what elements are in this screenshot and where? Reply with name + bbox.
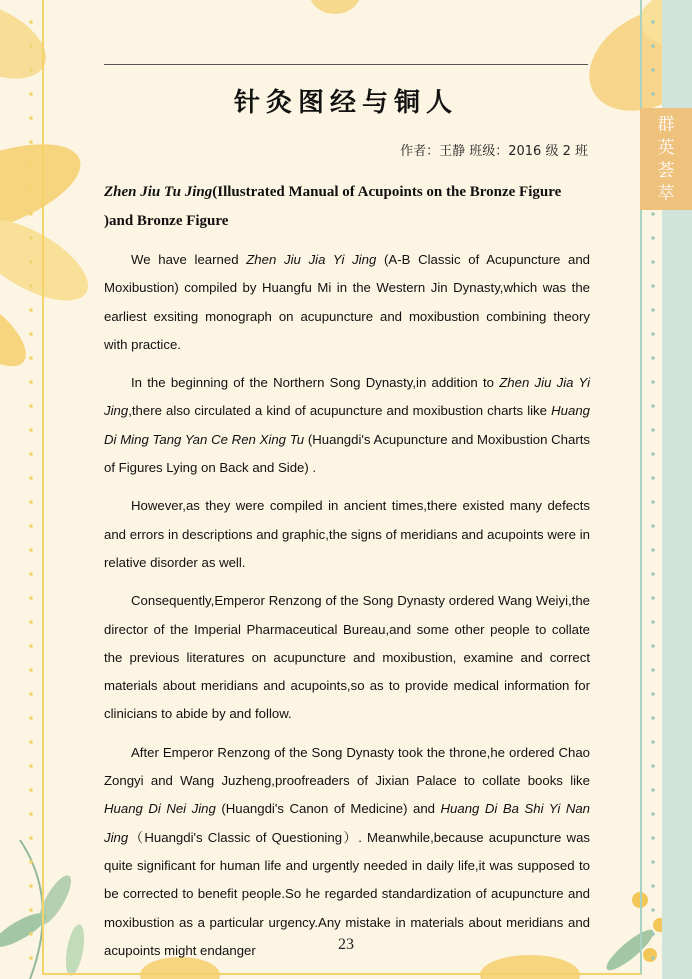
paragraph bbox=[104, 739, 590, 965]
page-title: 针灸图经与铜人 bbox=[233, 88, 458, 118]
header-rule bbox=[104, 64, 588, 65]
text-run: Consequently,Emperor Renzong of the Song Dynasty ordered Wang Weiyi,the director of the Imperial Pharmaceutical Bureau,and some other people to collate the previous literatures on acupuncture and moxibustion, examine and correct materials about meridians and acupoints,so as to provide medical information for clinicians to abide by and follow. bbox=[104, 593, 590, 722]
subtitle-rest: (Illustrated Manual of Acupoints on the Bronze Figure )and Bronze Figure bbox=[104, 184, 562, 229]
paragraph bbox=[104, 587, 590, 728]
article-subtitle bbox=[104, 178, 590, 236]
text-run: ,there also circulated a kind of acupuncture and moxibustion charts like bbox=[128, 403, 552, 419]
italic-title: Zhen Jiu Jia Yi Jing bbox=[246, 252, 377, 267]
italic-title: Huang Di Nei Jing bbox=[104, 801, 216, 817]
paragraph bbox=[104, 369, 590, 482]
subtitle-italic: Zhen Jiu Tu Jing bbox=[104, 184, 213, 200]
text-run: (Huangdi's Acupuncture and Moxibustion Charts of Figures Lying on Back and Side) . bbox=[104, 431, 590, 476]
left-dot-border bbox=[28, 10, 34, 969]
text-run: However,as they were compiled in ancient times,there existed many defects and errors in descriptions and graphic,the signs of meridians and acupoints were in relative disorder as well. bbox=[104, 498, 590, 570]
text-run: （Huangdi's Classic of Questioning）. Meanwhile,because acupuncture was quite significant for human life and urgently needed in daily life,it was supposed to be corrected to benefit people.So he regarded standardization of acupuncture and moxibustion as a particular urgency.Any mistake in materials about meridians and acupoints might endanger bbox=[104, 829, 590, 958]
text-run: (Huangdi's Canon of Medicine) and bbox=[215, 801, 441, 817]
italic-title: Zhen Jiu Jia Yi Jing bbox=[104, 375, 591, 419]
text-run: We have learned bbox=[131, 252, 247, 267]
text-run: (A-B Classic of Acupuncture and Moxibustion) compiled by Huangfu Mi in the Western Jin Dynasty,which was the earliest exsiting monograph on acupuncture and moxibustion combining theory with practice. bbox=[104, 252, 591, 352]
author-line: 作者：王静 班级：2016 级 2 班 bbox=[400, 144, 588, 159]
text-run: After Emperor Renzong of the Song Dynasty took the throne,he ordered Chao Zongyi and Wang Juzheng,proofreaders of Jixian Palace to collate books like bbox=[104, 744, 590, 789]
italic-title: Huang Di Ming Tang Yan Ce Ren Xing Tu bbox=[104, 403, 590, 447]
article-body bbox=[104, 246, 590, 975]
text-run: In the beginning of the Northern Song Dynasty,in addition to bbox=[131, 375, 500, 391]
section-tab-label: 群英荟萃 bbox=[657, 115, 675, 204]
section-tab bbox=[640, 108, 692, 210]
paragraph bbox=[104, 492, 590, 577]
page-number: 23 bbox=[338, 936, 354, 953]
italic-title: Huang Di Ba Shi Yi Nan Jing bbox=[104, 801, 591, 845]
paragraph bbox=[104, 246, 590, 359]
